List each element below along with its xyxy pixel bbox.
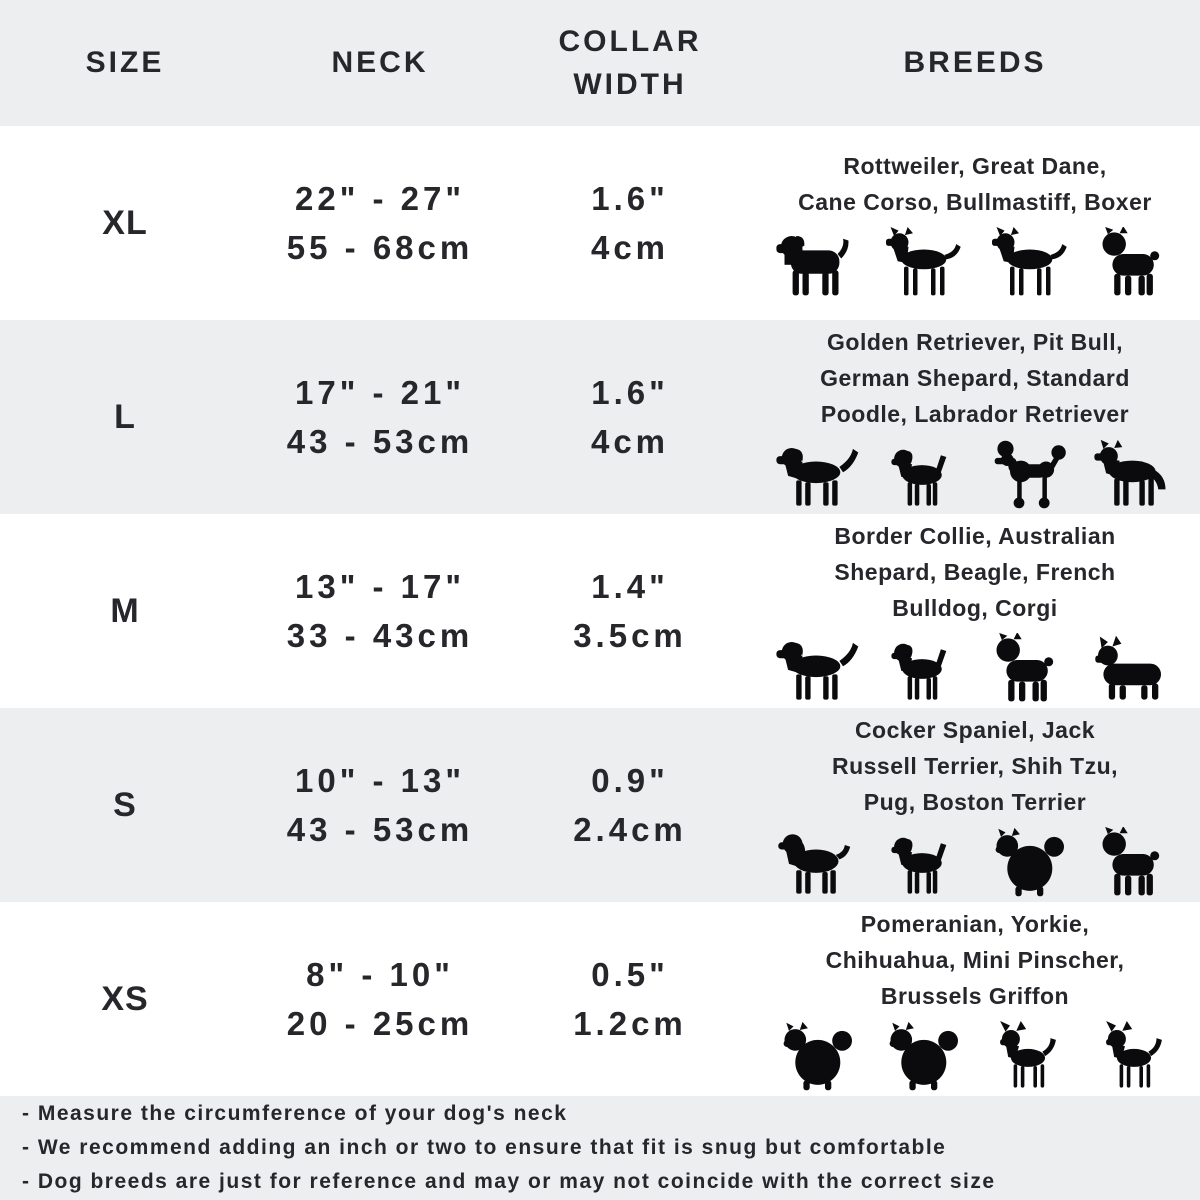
breeds-list: Golden Retriever, Pit Bull, German Shepard, Standard Poodle, Labrador Retriever xyxy=(820,328,1130,427)
size-value: L xyxy=(114,397,136,436)
collar-width-cm: 3.5cm xyxy=(573,617,687,654)
jack-russell-icon xyxy=(874,827,970,899)
collar-width-cm: 2.4cm xyxy=(573,811,687,848)
size-value: XL xyxy=(102,203,148,242)
breeds-list: Border Collie, Australian Shepard, Beagle, French Bulldog, Corgi xyxy=(834,522,1116,621)
header-breeds: BREEDS xyxy=(903,46,1047,80)
neck-inches: 10" - 13" xyxy=(294,761,466,799)
collar-width-inches: 1.6" xyxy=(591,179,669,217)
neck-inches: 17" - 21" xyxy=(294,373,466,411)
french-bulldog-icon xyxy=(980,633,1076,705)
collar-width-cm: 1.2cm xyxy=(573,1005,687,1042)
size-value: XS xyxy=(101,979,149,1018)
breed-icons xyxy=(768,439,1182,511)
beagle-icon xyxy=(874,633,970,705)
collar-width-inches: 0.5" xyxy=(591,955,669,993)
bullmastiff-icon xyxy=(1086,227,1182,299)
neck-inches: 8" - 10" xyxy=(306,955,454,993)
note-line: - We recommend adding an inch or two to ensure that fit is snug but comfortable xyxy=(22,1136,947,1159)
neck-cm: 55 - 68cm xyxy=(286,229,474,266)
min-pinscher-icon xyxy=(1086,1021,1182,1093)
table-row-s xyxy=(0,708,1200,902)
shih-tzu-icon xyxy=(980,827,1076,899)
chihuahua-icon xyxy=(980,1021,1076,1093)
neck-cm: 43 - 53cm xyxy=(286,423,474,460)
note-line: - Dog breeds are just for reference and may or may not coincide with the correct size xyxy=(22,1170,996,1193)
yorkie-icon xyxy=(874,1021,970,1093)
collar-width-inches: 0.9" xyxy=(591,761,669,799)
size-value: M xyxy=(110,591,140,630)
table-row-l xyxy=(0,320,1200,514)
breeds-list: Pomeranian, Yorkie, Chihuahua, Mini Pinscher, Brussels Griffon xyxy=(825,910,1125,1009)
poodle-icon xyxy=(980,439,1076,511)
header-neck: NECK xyxy=(331,46,429,80)
golden-retriever-icon xyxy=(768,439,864,511)
labrador-icon xyxy=(874,439,970,511)
rottweiler-icon xyxy=(768,227,864,299)
pomeranian-icon xyxy=(768,1021,864,1093)
collar-width-cm: 4cm xyxy=(590,423,670,460)
header-size: SIZE xyxy=(85,46,165,80)
great-dane-icon xyxy=(874,227,970,299)
breeds-list: Rottweiler, Great Dane, Cane Corso, Bullmastiff, Boxer xyxy=(798,152,1152,215)
table-header-row xyxy=(0,0,1200,126)
collar-width-inches: 1.6" xyxy=(591,373,669,411)
collar-width-cm: 4cm xyxy=(590,229,670,266)
german-shepherd-icon xyxy=(1086,439,1182,511)
table-row-xs xyxy=(0,902,1200,1096)
cocker-spaniel-icon xyxy=(768,827,864,899)
table-row-xl xyxy=(0,126,1200,320)
note-line: - Measure the circumference of your dog's neck xyxy=(22,1102,568,1125)
neck-cm: 20 - 25cm xyxy=(286,1005,474,1042)
pug-icon xyxy=(1086,827,1182,899)
breeds-list: Cocker Spaniel, Jack Russell Terrier, Shih Tzu, Pug, Boston Terrier xyxy=(831,716,1119,815)
breed-icons xyxy=(768,827,1182,899)
breed-icons xyxy=(768,1021,1182,1093)
table-row-m xyxy=(0,514,1200,708)
neck-inches: 22" - 27" xyxy=(294,179,466,217)
breed-icons xyxy=(768,633,1182,705)
notes-section xyxy=(0,1096,1200,1200)
neck-cm: 43 - 53cm xyxy=(286,811,474,848)
corgi-icon xyxy=(1086,633,1182,705)
collar-width-inches: 1.4" xyxy=(591,567,669,605)
size-value: S xyxy=(113,785,137,824)
header-collar-width: COLLAR WIDTH xyxy=(558,24,702,101)
neck-cm: 33 - 43cm xyxy=(286,617,474,654)
australian-shepherd-icon xyxy=(768,633,864,705)
neck-inches: 13" - 17" xyxy=(294,567,466,605)
breed-icons xyxy=(768,227,1182,299)
cane-corso-icon xyxy=(980,227,1076,299)
